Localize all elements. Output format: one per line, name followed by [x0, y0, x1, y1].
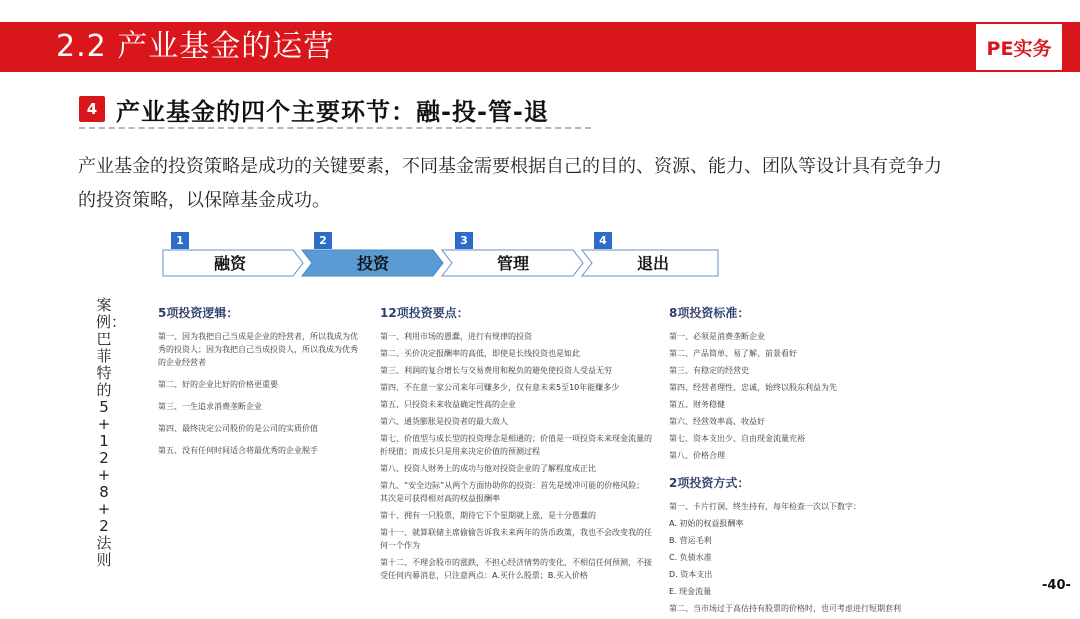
standards-item: 第二、产品简单、易了解、前景看好 [669, 349, 797, 358]
points-title: 12项投资要点： [380, 306, 469, 320]
logo [976, 24, 1062, 70]
methods-item: B. 营运毛利 [669, 536, 712, 545]
standards-item: 第四、经营者理性、忠诚，始终以股东利益为先 [669, 383, 837, 392]
step-1-number: 1 [171, 232, 189, 249]
logic-item: 第三、一生追求消费垄断企业 [158, 402, 262, 411]
process-steps [162, 232, 742, 277]
points-item: 第二、买价决定报酬率的高低，即使是长线投资也是如此 [380, 349, 580, 358]
case-label: 案例：巴菲特的5+12+8+2法则 [96, 296, 127, 569]
points-item: 第十二、不理会股市的涨跌，不担心经济情势的变化，不相信任何预测，不接受任何内幕消息，只注意两点：A.买什么股票；B.买入价格 [380, 558, 652, 580]
standards-title: 8项投资标准： [669, 306, 750, 320]
logic-item: 第一、因为我把自己当成是企业的经营者，所以我成为优秀的投资人；因为我把自己当成投资人，所以我成为优秀的企业经营者 [158, 332, 358, 367]
points-item: 第三、利润的复合增长与交易费用和税负的避免使投资人受益无穷 [380, 366, 612, 375]
step-1-label: 融资 [213, 254, 246, 273]
section-divider [79, 127, 591, 129]
methods-item: 第一、卡片打洞、终生持有，每年检查一次以下数字： [669, 502, 861, 511]
intro-text [78, 150, 1068, 218]
methods-title: 2项投资方式： [669, 476, 750, 490]
points-item: 第十一、就算联储主席偷偷告诉我未来两年的货币政策，我也不会改变我的任何一个作为 [380, 528, 652, 550]
logic-item: 第二、好的企业比好的价格更重要 [158, 380, 278, 389]
methods-item: D. 资本支出 [669, 570, 713, 579]
section-title: 产业基金的四个主要环节：融-投-管-退 [116, 98, 549, 126]
standards-item: 第七、资本支出少、自由现金流量充裕 [669, 434, 805, 443]
page-number: -40- [1042, 578, 1071, 593]
points-item: 第九、“安全边际”从两个方面协助你的投资：首先是缓冲可能的价格风险；其次是可获得相对高的权益报酬率 [380, 481, 645, 503]
step-3-label: 管理 [496, 254, 529, 273]
standards-item: 第一、必须是消费垄断企业 [669, 332, 765, 341]
step-3-number: 3 [455, 232, 473, 249]
points-item: 第五、只投资未来收益确定性高的企业 [380, 400, 516, 409]
standards-item: 第六、经营效率高、收益好 [669, 417, 765, 426]
points-item: 第六、通货膨胀是投资者的最大敌人 [380, 417, 508, 426]
standards-column [669, 306, 901, 619]
points-item: 第八、投资人财务上的成功与他对投资企业的了解程度成正比 [380, 464, 596, 473]
points-item: 第一、利用市场的愚蠢，进行有规律的投资 [380, 332, 532, 341]
logic-item: 第五、没有任何时间适合将最优秀的企业脱手 [158, 446, 318, 455]
section-number-badge: 4 [79, 96, 105, 122]
logic-title: 5项投资逻辑： [158, 306, 239, 320]
methods-item: C. 负债水准 [669, 553, 712, 562]
intro-line-2: 的投资策略，以保障基金成功。 [78, 190, 330, 211]
points-item: 第四、不在意一家公司来年可赚多少，仅有意未来5至10年能赚多少 [380, 383, 620, 392]
standards-item: 第三、有稳定的经营史 [669, 366, 749, 375]
step-2-number: 2 [314, 232, 332, 249]
points-item: 第十、拥有一只股票，期待它下个星期就上涨，是十分愚蠢的 [380, 511, 596, 520]
step-4-label: 退出 [636, 254, 669, 273]
points-item: 第七、价值型与成长型的投资理念是相通的；价值是一项投资未来现金流量的折现值；而成长只是用来决定价值的预测过程 [380, 434, 652, 456]
methods-item: 第二、当市场过于高估持有股票的价格时，也可考虑进行短期套利 [669, 604, 901, 613]
methods-item: A. 初始的权益报酬率 [669, 519, 744, 528]
standards-item: 第五、财务稳健 [669, 400, 725, 409]
logo-text: PE实务 [986, 37, 1052, 60]
logic-item: 第四、最终决定公司股价的是公司的实质价值 [158, 424, 318, 433]
intro-line-1: 产业基金的投资策略是成功的关键要素，不同基金需要根据自己的目的、资源、能力、团队等设计具有竞争力 [78, 156, 942, 177]
standards-item: 第八、价格合理 [669, 451, 725, 460]
page-title: 2.2 产业基金的运营 [56, 29, 335, 64]
step-4-number: 4 [594, 232, 612, 249]
logic-column [158, 306, 358, 466]
step-2-label: 投资 [356, 254, 389, 273]
points-column [380, 306, 652, 586]
methods-item: E. 现金流量 [669, 587, 712, 596]
